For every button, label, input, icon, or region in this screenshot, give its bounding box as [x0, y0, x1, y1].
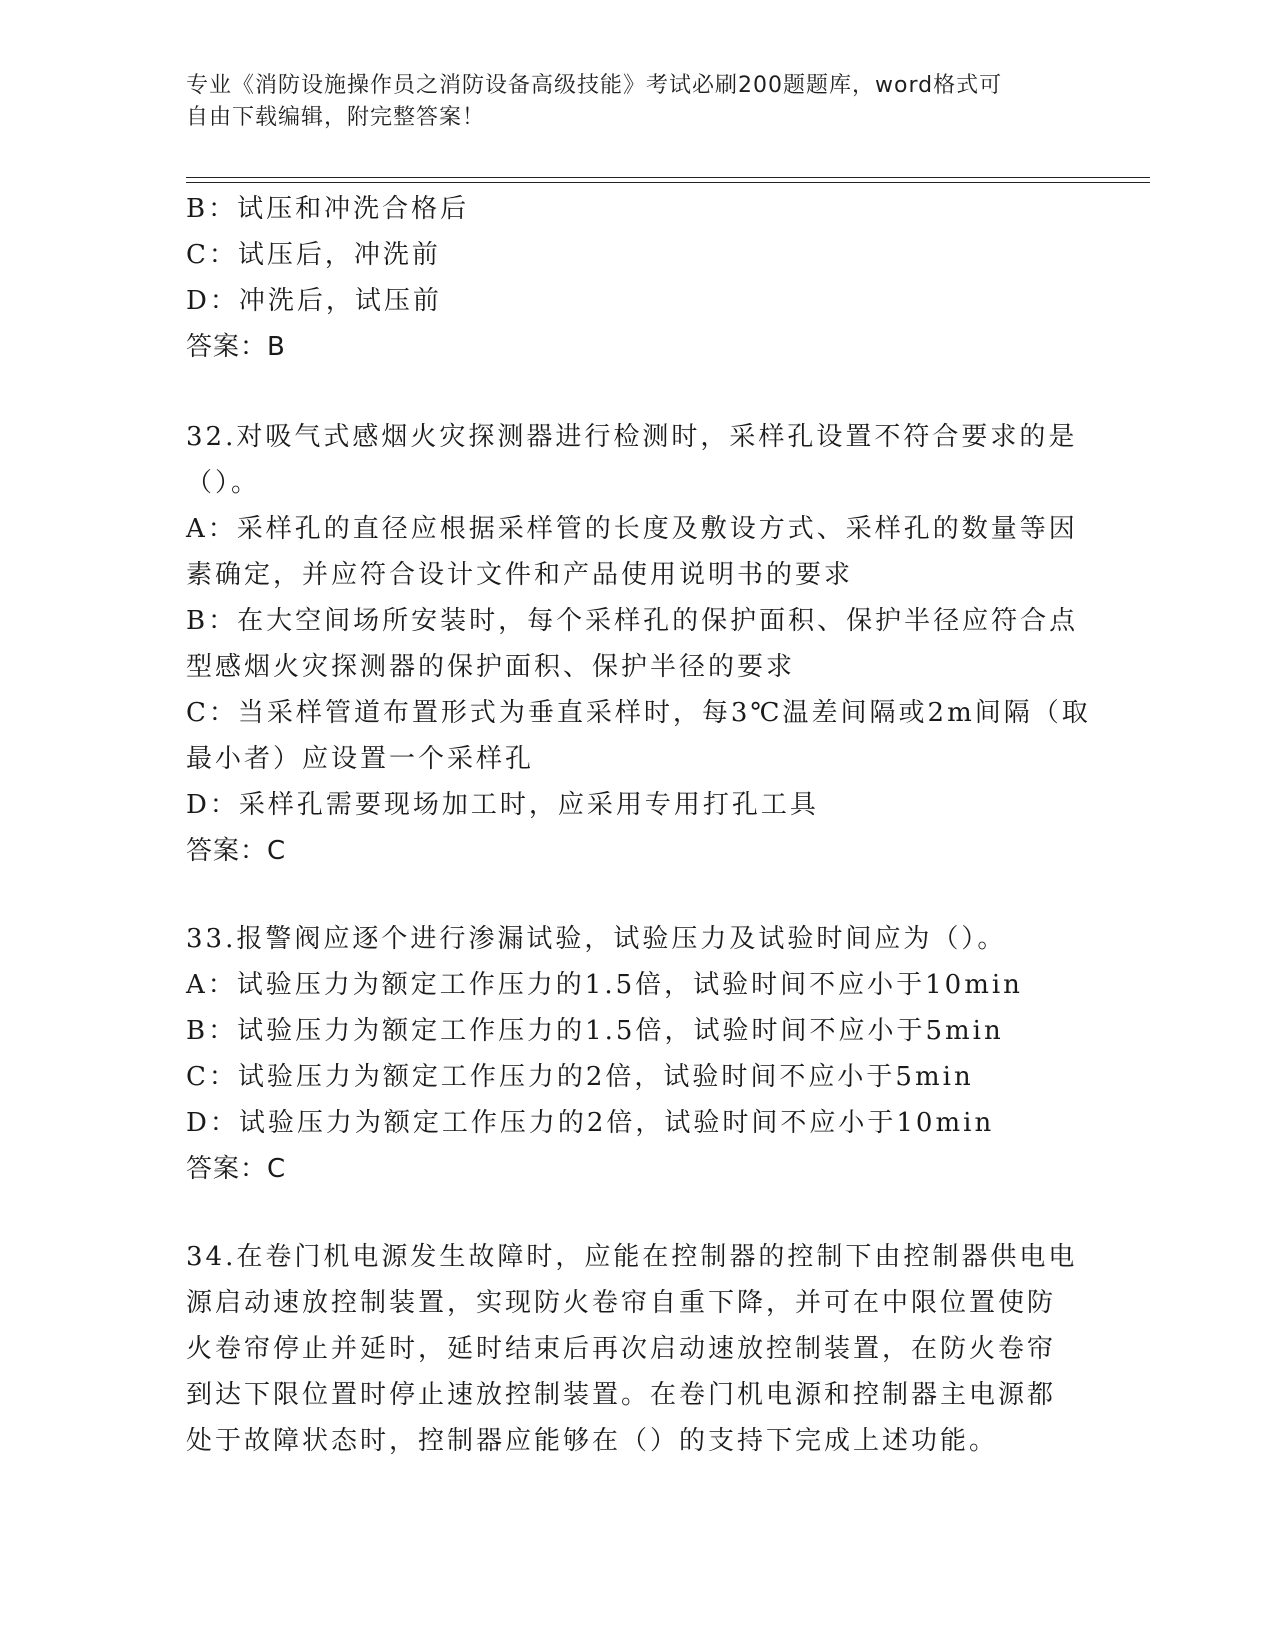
option-b-continued: 型感烟火灾探测器的保护面积、保护半径的要求 [186, 652, 796, 682]
document-body [186, 186, 1091, 1464]
question-stem-continued: 处于故障状态时，控制器应能够在（）的支持下完成上述功能。 [186, 1426, 999, 1456]
option-c: C：试压后，冲洗前 [186, 240, 441, 270]
answer-line: 答案：C [186, 836, 287, 866]
option-a: A：采样孔的直径应根据采样管的长度及敷设方式、采样孔的数量等因 [186, 514, 1078, 544]
page-header [186, 70, 1066, 134]
answer-line: 答案：B [186, 332, 286, 362]
option-a: A：试验压力为额定工作压力的1.5倍，试验时间不应小于10min [186, 970, 1023, 1000]
question-31 [186, 186, 1086, 370]
question-33 [186, 916, 1086, 1192]
question-stem-continued: 火卷帘停止并延时，延时结束后再次启动速放控制装置，在防火卷帘 [186, 1334, 1057, 1364]
option-c: C：当采样管道布置形式为垂直采样时，每3℃温差间隔或2m间隔（取 [186, 698, 1091, 728]
header-line-2: 自由下载编辑，附完整答案！ [186, 105, 486, 130]
question-stem-continued: （）。 [186, 468, 261, 498]
question-stem: 33.报警阀应逐个进行渗漏试验，试验压力及试验时间应为（）。 [186, 924, 1007, 954]
option-b: B：试验压力为额定工作压力的1.5倍，试验时间不应小于5min [186, 1016, 1004, 1046]
option-d: D：采样孔需要现场加工时，应采用专用打孔工具 [186, 790, 819, 820]
header-divider-bottom [186, 182, 1150, 183]
question-stem-continued: 到达下限位置时停止速放控制装置。在卷门机电源和控制器主电源都 [186, 1380, 1057, 1410]
header-divider-top [186, 177, 1150, 178]
option-d: D：冲洗后，试压前 [186, 286, 442, 316]
answer-line: 答案：C [186, 1154, 287, 1184]
option-c: C：试验压力为额定工作压力的2倍，试验时间不应小于5min [186, 1062, 974, 1092]
option-c-continued: 最小者）应设置一个采样孔 [186, 744, 535, 774]
option-b: B：试压和冲洗合格后 [186, 194, 470, 224]
option-a-continued: 素确定，并应符合设计文件和产品使用说明书的要求 [186, 560, 854, 590]
header-line-1: 专业《消防设施操作员之消防设备高级技能》考试必刷200题题库，word格式可 [186, 73, 1003, 98]
question-34 [186, 1234, 1086, 1464]
option-d: D：试验压力为额定工作压力的2倍，试验时间不应小于10min [186, 1108, 995, 1138]
spacer [186, 370, 1086, 414]
question-stem: 32.对吸气式感烟火灾探测器进行检测时，采样孔设置不符合要求的是 [186, 422, 1078, 452]
spacer [186, 874, 1086, 916]
spacer [186, 1192, 1086, 1234]
question-32 [186, 414, 1091, 874]
question-stem-continued: 源启动速放控制装置，实现防火卷帘自重下降，并可在中限位置使防 [186, 1288, 1057, 1318]
question-stem: 34.在卷门机电源发生故障时，应能在控制器的控制下由控制器供电电 [186, 1242, 1078, 1272]
option-b: B：在大空间场所安装时，每个采样孔的保护面积、保护半径应符合点 [186, 606, 1079, 636]
